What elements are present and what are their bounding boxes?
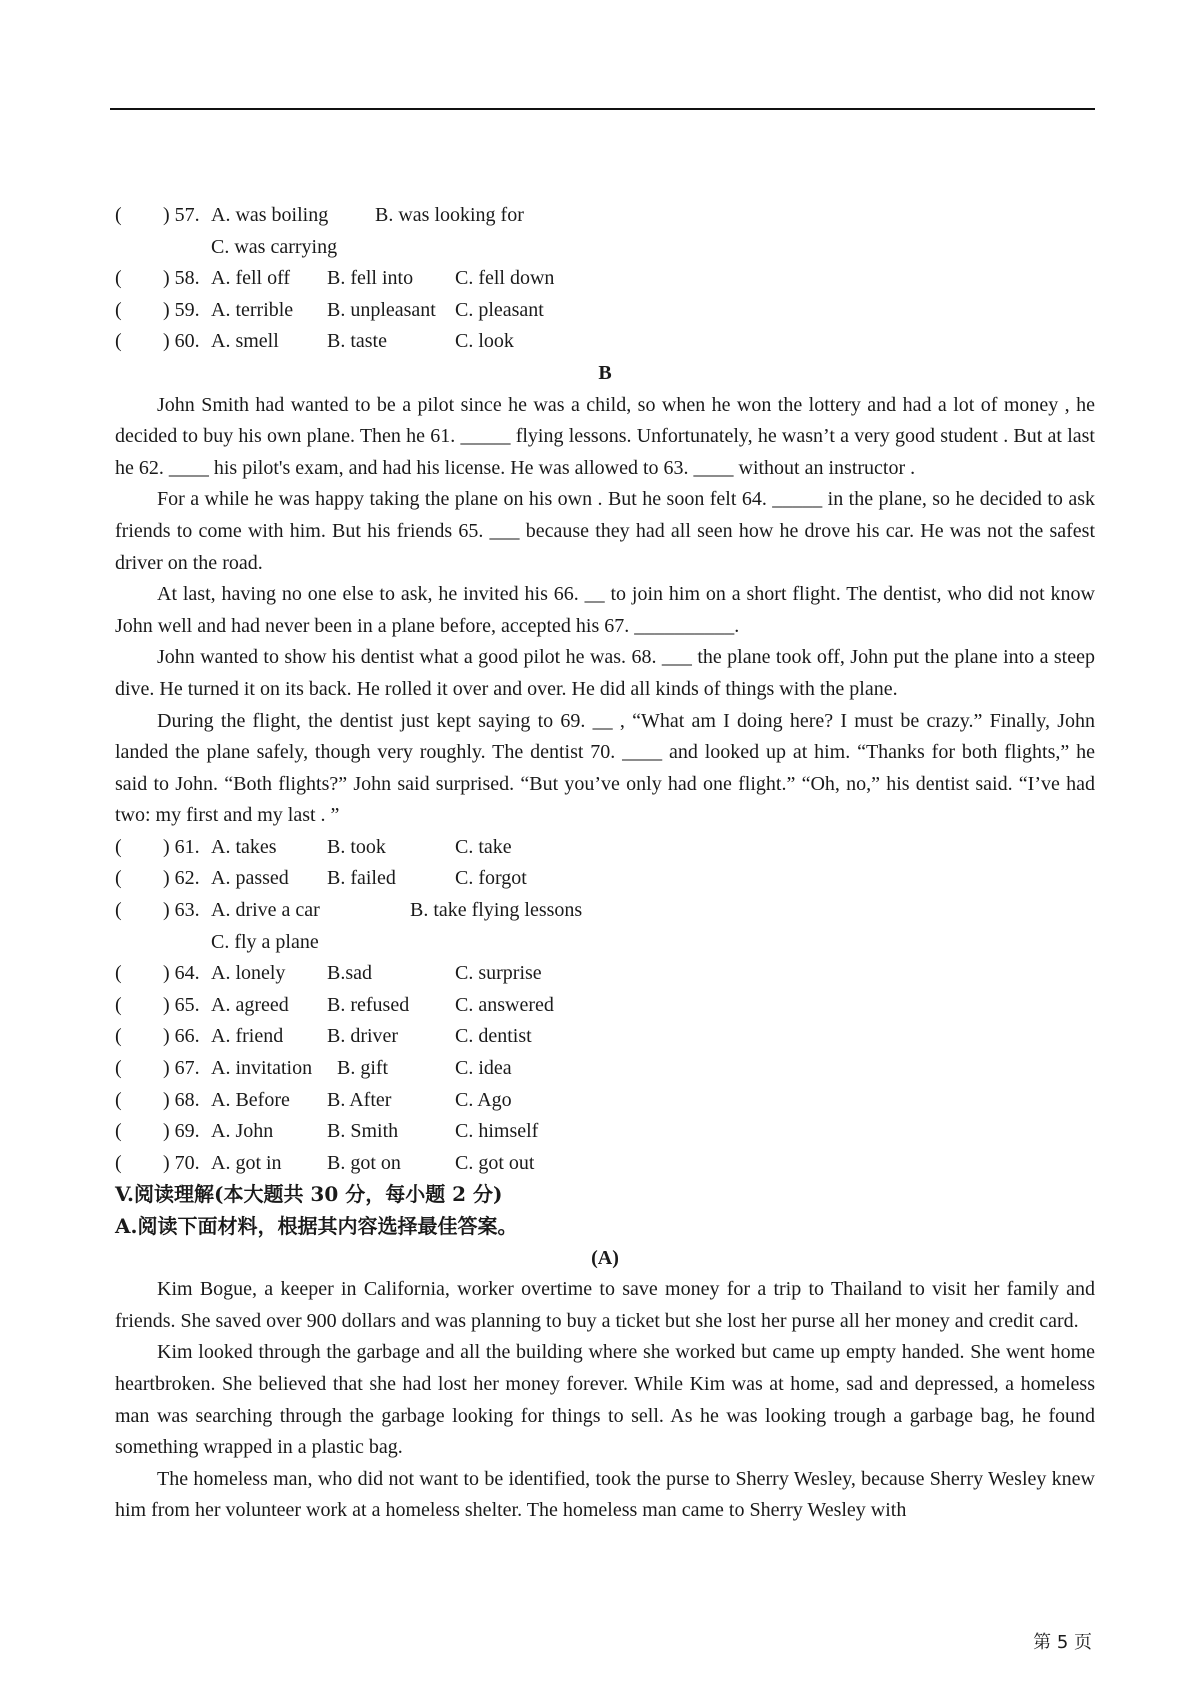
question-number: ) 67. — [163, 1057, 200, 1080]
option-b: B. fell into — [327, 267, 414, 290]
answer-blank-open: ( — [115, 1025, 122, 1048]
question-66 — [115, 1021, 1095, 1053]
passage-paragraph: The homeless man, who did not want to be identified, took the purse to Sherry Wesley, because Sherry Wesley knew him from her volunteer work at a homeless shelter. The homeless man came to Sherry Wesley with — [115, 1467, 1095, 1522]
option-c: C. was carrying — [211, 235, 338, 258]
answer-blank-open: ( — [115, 899, 122, 922]
passage-paragraph: John wanted to show his dentist what a good pilot he was. 68. ___ the plane took off, John put the plane into a steep dive. He turned it on its back. He rolled it over and over. He did all kinds of things with the plane. — [115, 646, 1095, 700]
question-63-continuation — [115, 927, 1095, 959]
passage-paragraph: Kim looked through the garbage and all the building where she worked but came up empty handed. She went home heartbroken. She believed that she had lost her money forever. While Kim was at home, sad and depressed, a homeless man was searching through the garbage looking for things to sell. As he was looking trough a garbage bag, he found something wrapped in a plastic bag. — [115, 1341, 1095, 1459]
question-63 — [115, 895, 1095, 927]
page-number: 第 5 页 — [1033, 1632, 1092, 1653]
question-62 — [115, 863, 1095, 895]
option-a: A. lonely — [211, 962, 286, 985]
question-67 — [115, 1053, 1095, 1085]
question-68 — [115, 1085, 1095, 1117]
answer-blank-open: ( — [115, 1120, 122, 1143]
option-b: B. gift — [337, 1057, 389, 1080]
option-c: C. himself — [455, 1120, 539, 1143]
question-number: ) 69. — [163, 1120, 200, 1143]
option-a: A. Before — [211, 1088, 290, 1111]
answer-blank-open: ( — [115, 867, 122, 890]
option-b: B. Smith — [327, 1120, 399, 1143]
answer-blank-open: ( — [115, 993, 122, 1016]
option-c: C. look — [455, 330, 514, 353]
question-57 — [115, 200, 1095, 232]
option-b: B. was looking for — [375, 204, 524, 226]
answer-blank-open: ( — [115, 330, 122, 353]
question-number: ) 70. — [163, 1151, 200, 1174]
option-c: C. got out — [455, 1151, 535, 1174]
question-number: ) 57. — [163, 204, 200, 226]
option-a: A. passed — [211, 867, 289, 890]
answer-blank-open: ( — [115, 298, 122, 321]
question-70 — [115, 1148, 1095, 1180]
question-number: ) 62. — [163, 867, 200, 890]
option-c: C. pleasant — [455, 298, 544, 321]
question-number: ) 64. — [163, 962, 200, 985]
option-c: C. surprise — [455, 962, 542, 985]
passage-paragraph: During the flight, the dentist just kept saying to 69. __ , “What am I doing here? I must be crazy.” Finally, John landed the plane safely, though very roughly. The dentist 70. ____ and looked up at him. “Thanks for both flights,” he said to John. “Both flights?” John said surprised. “But you’ve only had one flight.” “Oh, no,” his dentist said. “I’ve had two: my first and my last . ” — [115, 709, 1095, 827]
header-rule — [110, 108, 1095, 110]
question-number: ) 65. — [163, 993, 200, 1016]
question-59 — [115, 295, 1095, 327]
answer-blank-open: ( — [115, 1088, 122, 1111]
question-64 — [115, 958, 1095, 990]
option-b: B. take flying lessons — [410, 899, 583, 922]
question-number: ) 68. — [163, 1088, 200, 1111]
option-c: C. take — [455, 835, 512, 858]
option-b: B. took — [327, 835, 386, 858]
question-58 — [115, 263, 1095, 295]
question-65 — [115, 990, 1095, 1022]
answer-blank-open: ( — [115, 1057, 122, 1080]
option-b: B. failed — [327, 867, 396, 890]
option-a: A. friend — [211, 1025, 284, 1048]
option-a: A. got in — [211, 1151, 282, 1174]
option-a: A. invitation — [211, 1057, 313, 1080]
option-b: B. driver — [327, 1025, 399, 1048]
question-69 — [115, 1116, 1095, 1148]
question-number: ) 63. — [163, 899, 200, 922]
answer-blank-open: ( — [115, 962, 122, 985]
option-c: C. fly a plane — [211, 930, 319, 953]
question-61 — [115, 832, 1095, 864]
option-a: A. smell — [211, 330, 279, 353]
passage-paragraph: John Smith had wanted to be a pilot since he was a child, so when he won the lottery and had a lot of money , he decided to buy his own plane. Then he 61. _____ flying lessons. Unfortunately, he wasn’t a very good student . But at last he 62. ____ his pilot's exam, and had his license. He was allowed to 63. ____ without an instructor . — [115, 393, 1095, 479]
passage-title: (A) — [591, 1246, 619, 1269]
option-a: A. takes — [211, 835, 277, 858]
question-number: ) 59. — [163, 298, 200, 321]
question-number: ) 60. — [163, 330, 200, 353]
question-number: ) 58. — [163, 267, 200, 290]
question-60 — [115, 326, 1095, 358]
option-b: B. taste — [327, 330, 387, 353]
section-heading: V.阅读理解(本大题共 30 分，每小题 2 分) — [115, 1182, 503, 1207]
answer-blank-open: ( — [115, 835, 122, 858]
option-b: B. got on — [327, 1151, 401, 1174]
option-b: B.sad — [327, 962, 372, 985]
option-c: C. idea — [455, 1057, 512, 1080]
section-title: B — [598, 361, 612, 384]
option-b: B. After — [327, 1088, 392, 1111]
answer-blank-open: ( — [115, 1151, 122, 1174]
option-a: A. John — [211, 1120, 274, 1143]
passage-paragraph: At last, having no one else to ask, he invited his 66. __ to join him on a short flight. The dentist, who did not know John well and had never been in a plane before, accepted his 67. __________. — [115, 583, 1095, 637]
page-content — [115, 200, 1095, 1527]
option-c: C. fell down — [455, 267, 555, 290]
option-c: C. forgot — [455, 867, 527, 890]
option-c: C. answered — [455, 993, 554, 1016]
answer-blank-open: ( — [115, 267, 122, 290]
answer-blank-open: ( — [115, 204, 122, 226]
section-subheading: A.阅读下面材料，根据其内容选择最佳答案。 — [115, 1214, 518, 1238]
option-b: B. refused — [327, 993, 410, 1016]
passage-paragraph: Kim Bogue, a keeper in California, worker overtime to save money for a trip to Thailand to visit her family and friends. She saved over 900 dollars and was planning to buy a ticket but she lost her purse all her money and credit card. — [115, 1278, 1095, 1332]
option-a: A. agreed — [211, 993, 289, 1016]
option-a: A. was boiling — [211, 204, 329, 226]
question-57-continuation — [115, 232, 1095, 264]
option-a: A. drive a car — [211, 899, 320, 922]
option-c: C. Ago — [455, 1088, 512, 1111]
question-number: ) 61. — [163, 835, 200, 858]
option-c: C. dentist — [455, 1025, 532, 1048]
option-a: A. terrible — [211, 298, 294, 321]
option-a: A. fell off — [211, 267, 291, 290]
option-b: B. unpleasant — [327, 298, 436, 321]
question-number: ) 66. — [163, 1025, 200, 1048]
passage-paragraph: For a while he was happy taking the plane on his own . But he soon felt 64. _____ in the plane, so he decided to ask friends to come with him. But his friends 65. ___ because they had all seen how he drove his car. He was not the safest driver on the road. — [115, 488, 1095, 574]
